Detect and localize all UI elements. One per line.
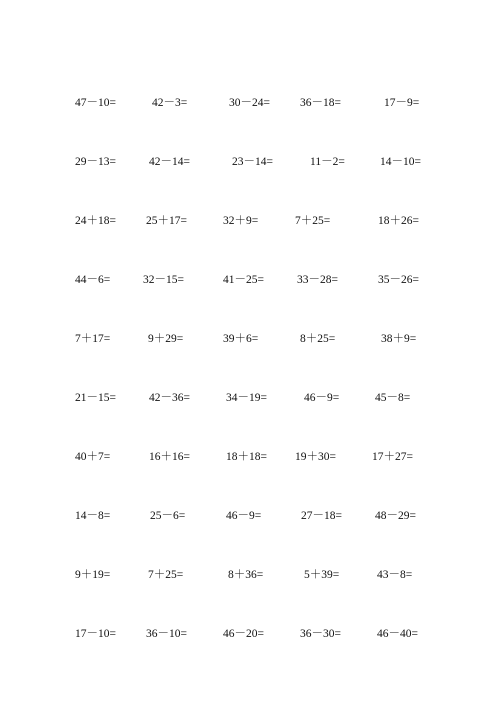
problem-r5-c4: 45－8= <box>375 392 411 404</box>
problem-r4-c1: 9＋29= <box>148 333 184 345</box>
problem-r3-c3: 33－28= <box>297 274 338 286</box>
problem-r9-c4: 46－40= <box>377 628 418 640</box>
problem-r1-c1: 42－14= <box>149 156 190 168</box>
problem-r0-c2: 30－24= <box>229 97 270 109</box>
problem-r7-c3: 27－18= <box>301 510 342 522</box>
problem-r4-c2: 39＋6= <box>223 333 259 345</box>
problem-r6-c1: 16＋16= <box>149 451 190 463</box>
problem-r8-c4: 43－8= <box>377 569 413 581</box>
problem-r3-c0: 44－6= <box>75 274 111 286</box>
problem-r5-c3: 46－9= <box>304 392 340 404</box>
problem-r0-c4: 17－9= <box>384 97 420 109</box>
problem-r2-c1: 25＋17= <box>146 215 187 227</box>
problem-r7-c2: 46－9= <box>226 510 262 522</box>
problem-r9-c3: 36－30= <box>300 628 341 640</box>
problem-r9-c0: 17－10= <box>75 628 116 640</box>
problem-r3-c4: 35－26= <box>378 274 419 286</box>
problem-r5-c1: 42－36= <box>149 392 190 404</box>
problem-r1-c0: 29－13= <box>75 156 116 168</box>
problem-r7-c1: 25－6= <box>150 510 186 522</box>
problem-r8-c0: 9＋19= <box>75 569 111 581</box>
problem-r8-c3: 5＋39= <box>304 569 340 581</box>
problem-r3-c1: 32－15= <box>143 274 184 286</box>
problem-r4-c0: 7＋17= <box>75 333 111 345</box>
problem-r0-c1: 42－3= <box>152 97 188 109</box>
problem-r8-c2: 8＋36= <box>228 569 264 581</box>
problem-r0-c3: 36－18= <box>300 97 341 109</box>
problem-r6-c0: 40＋7= <box>75 451 111 463</box>
problem-r6-c2: 18＋18= <box>226 451 267 463</box>
problem-r5-c2: 34－19= <box>226 392 267 404</box>
problem-r9-c2: 46－20= <box>223 628 264 640</box>
problem-r7-c4: 48－29= <box>375 510 416 522</box>
problem-r7-c0: 14－8= <box>75 510 111 522</box>
problem-r3-c2: 41－25= <box>223 274 264 286</box>
problem-r4-c4: 38＋9= <box>381 333 417 345</box>
problem-r6-c3: 19＋30= <box>295 451 336 463</box>
problem-r1-c2: 23－14= <box>232 156 273 168</box>
problem-r4-c3: 8＋25= <box>300 333 336 345</box>
problem-r0-c0: 47－10= <box>75 97 116 109</box>
problem-r5-c0: 21－15= <box>75 392 116 404</box>
problem-r1-c4: 14－10= <box>380 156 421 168</box>
problem-r2-c0: 24＋18= <box>75 215 116 227</box>
problem-r2-c2: 32＋9= <box>223 215 259 227</box>
problem-r8-c1: 7＋25= <box>148 569 184 581</box>
problem-r2-c3: 7＋25= <box>295 215 331 227</box>
problem-r9-c1: 36－10= <box>146 628 187 640</box>
problem-r1-c3: 11－2= <box>310 156 345 168</box>
problem-r2-c4: 18＋26= <box>378 215 419 227</box>
problem-r6-c4: 17＋27= <box>372 451 413 463</box>
